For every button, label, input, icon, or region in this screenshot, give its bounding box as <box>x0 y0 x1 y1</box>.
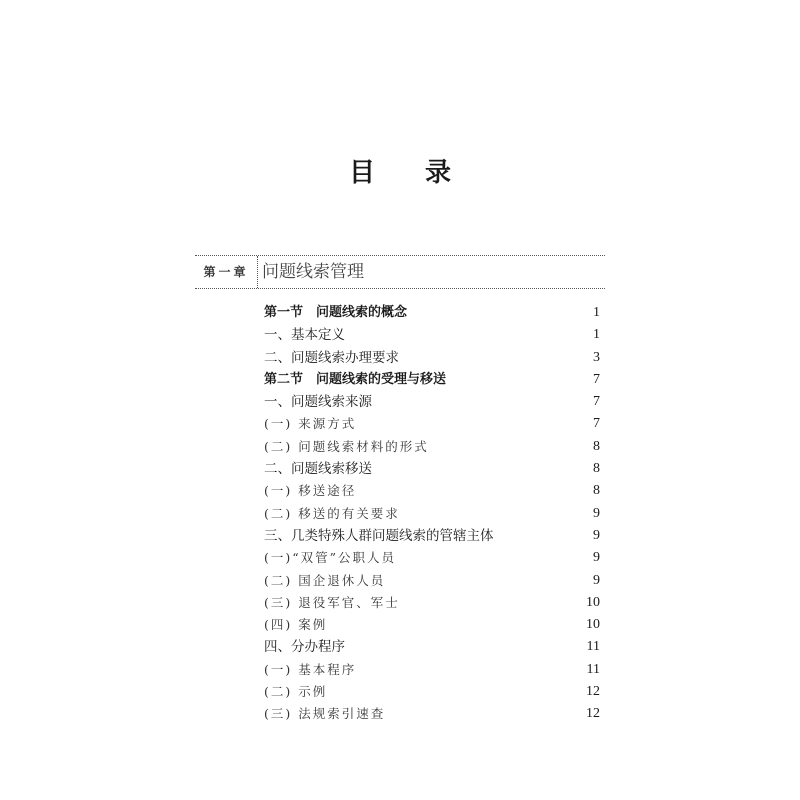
toc-entry-page: 9 <box>593 527 600 543</box>
toc-entry-page: 1 <box>593 305 600 320</box>
toc-entry-label: 二、问题线索办理要求 <box>264 349 399 366</box>
toc-entry-label: (一) 来源方式 <box>264 416 357 432</box>
toc-entry <box>264 592 600 614</box>
toc-entry <box>264 525 600 547</box>
toc-entry <box>264 659 600 681</box>
toc-entry-page: 7 <box>593 371 600 387</box>
toc-entry-page: 8 <box>593 461 600 477</box>
toc-entry-page: 11 <box>586 639 600 655</box>
toc-entry-label: 三、几类特殊人群问题线索的管辖主体 <box>264 527 494 544</box>
toc-entry-label: (一) 移送途径 <box>264 483 357 499</box>
toc-entry-label: (三) 退役军官、军士 <box>264 594 400 610</box>
toc-entry-label: 一、基本定义 <box>264 327 345 344</box>
toc-entry <box>264 480 600 502</box>
toc-entry-label: 二、问题线索移送 <box>264 461 372 478</box>
toc-entry-page: 12 <box>586 684 600 700</box>
toc-entry <box>264 324 600 346</box>
toc-entry-page: 10 <box>586 617 600 633</box>
title-char-1: 目 <box>348 158 375 188</box>
toc-entry-page: 1 <box>593 327 600 343</box>
toc-entry-label: 一、问题线索来源 <box>264 394 372 411</box>
toc-entry-page: 12 <box>586 706 600 722</box>
toc-entry <box>264 347 600 369</box>
toc-entry <box>264 636 600 658</box>
toc-entry-label: (四) 案例 <box>264 617 328 633</box>
toc-entry <box>264 302 600 324</box>
toc-entry <box>264 391 600 413</box>
chapter-header <box>195 255 605 289</box>
toc-entry <box>264 547 600 569</box>
toc-entry <box>264 413 600 435</box>
toc-entry <box>264 458 600 480</box>
page-title <box>0 152 800 189</box>
toc-entry <box>264 369 600 391</box>
toc-entry-label: (一) 基本程序 <box>264 661 357 677</box>
title-char-2: 录 <box>425 158 452 188</box>
toc-entry-page: 7 <box>593 416 600 432</box>
toc-entry-page: 8 <box>593 483 600 499</box>
toc-entry-label: (二) 国企退休人员 <box>264 572 386 588</box>
toc-entry-label: 四、分办程序 <box>264 639 345 656</box>
toc-entry <box>264 614 600 636</box>
toc-entry-page: 7 <box>593 394 600 410</box>
chapter-title: 问题线索管理 <box>262 262 364 282</box>
toc-entry-page: 3 <box>593 349 600 365</box>
toc-entry-label: 第一节 问题线索的概念 <box>264 305 408 320</box>
toc-entry <box>264 570 600 592</box>
toc-entry <box>264 703 600 725</box>
toc-entry-page: 9 <box>593 572 600 588</box>
toc-entry-page: 11 <box>586 661 600 677</box>
toc-entry-page: 9 <box>593 505 600 521</box>
toc-entry-label: (三) 法规索引速查 <box>264 706 386 722</box>
toc-entry-label: (二) 问题线索材料的形式 <box>264 438 429 454</box>
toc-list <box>264 302 600 726</box>
toc-entry-label: (一)“双管”公职人员 <box>264 550 397 566</box>
toc-entry <box>264 503 600 525</box>
chapter-number: 第一章 <box>195 256 258 288</box>
toc-entry-label: (二) 移送的有关要求 <box>264 505 400 521</box>
toc-entry-page: 8 <box>593 438 600 454</box>
toc-entry-page: 9 <box>593 550 600 566</box>
toc-entry-page: 10 <box>586 594 600 610</box>
toc-entry-label: (二) 示例 <box>264 684 328 700</box>
toc-entry <box>264 681 600 703</box>
toc-entry <box>264 436 600 458</box>
toc-entry-label: 第二节 问题线索的受理与移送 <box>264 371 447 387</box>
